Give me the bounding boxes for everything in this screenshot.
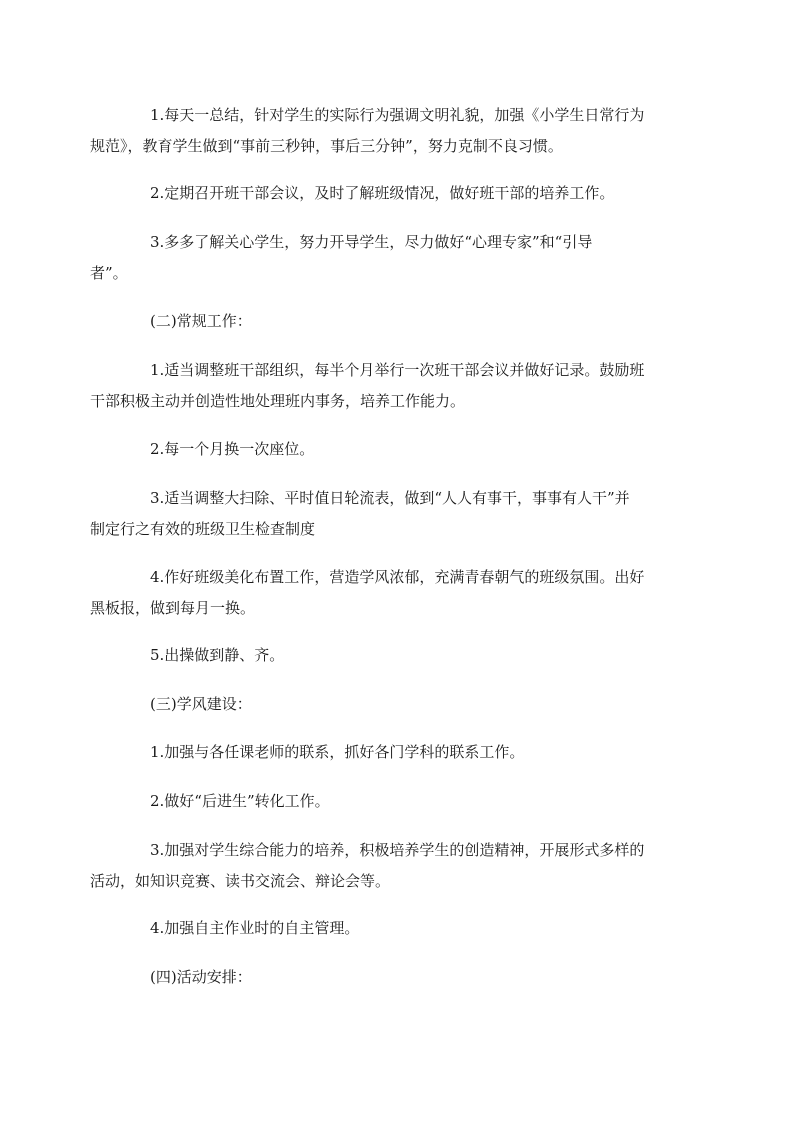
paragraph-item-3 [90,227,680,289]
paragraph-item-2 [120,178,680,209]
paragraph-item-7 [90,562,680,624]
paragraph-line: 者”。 [90,264,128,282]
paragraph-line: 4.作好班级美化布置工作，营造学风浓郁，充满青春朝气的班级氛围。出好 [150,568,645,586]
paragraph-line: 活动，如知识竞赛、读书交流会、辩论会等。 [90,872,391,890]
paragraph-line: 制定行之有效的班级卫生检查制度 [90,520,316,538]
paragraph-line: 2.定期召开班干部会议，及时了解班级情况，做好班干部的培养工作。 [150,184,615,202]
section-heading-routine [120,306,680,337]
paragraph-line: 规范》，教育学生做到“事前三秒钟，事后三分钟”，努力克制不良习惯。 [90,137,563,155]
paragraph-item-4 [90,355,680,417]
paragraph-line: 1.每天一总结，针对学生的实际行为强调文明礼貌，加强《小学生日常行为 [150,106,645,124]
paragraph-line: 黑板报，做到每月一换。 [90,599,256,617]
paragraph-line: 2.做好“后进生”转化工作。 [150,792,330,810]
paragraph-line: 5.出操做到静、齐。 [150,646,285,664]
heading-text: (四)活动安排： [150,968,252,986]
section-heading-study [120,689,680,720]
paragraph-line: 3.适当调整大扫除、平时值日轮流表，做到“人人有事干，事事有人干”并 [150,489,630,507]
heading-text: (二)常规工作： [150,312,252,330]
paragraph-line: 1.加强与各任课老师的联系，抓好各门学科的联系工作。 [150,743,525,761]
paragraph-item-8 [120,640,680,671]
heading-text: (三)学风建设： [150,695,252,713]
paragraph-line: 4.加强自主作业时的自主管理。 [150,919,360,937]
paragraph-item-9 [120,737,680,768]
paragraph-line: 干部积极主动并创造性地处理班内事务，培养工作能力。 [90,392,466,410]
section-heading-activities [120,962,680,993]
paragraph-item-10 [120,786,680,817]
paragraph-line: 3.加强对学生综合能力的培养，积极培养学生的创造精神，开展形式多样的 [150,841,645,859]
paragraph-line: 2.每一个月换一次座位。 [150,440,315,458]
paragraph-item-11 [90,835,680,897]
paragraph-item-12 [120,913,680,944]
paragraph-item-6 [90,483,680,545]
paragraph-item-1 [90,100,680,162]
paragraph-line: 3.多多了解关心学生，努力开导学生，尽力做好“心理专家”和“引导 [150,233,593,251]
paragraph-item-5 [120,434,680,465]
paragraph-line: 1.适当调整班干部组织，每半个月举行一次班干部会议并做好记录。鼓励班 [150,361,645,379]
